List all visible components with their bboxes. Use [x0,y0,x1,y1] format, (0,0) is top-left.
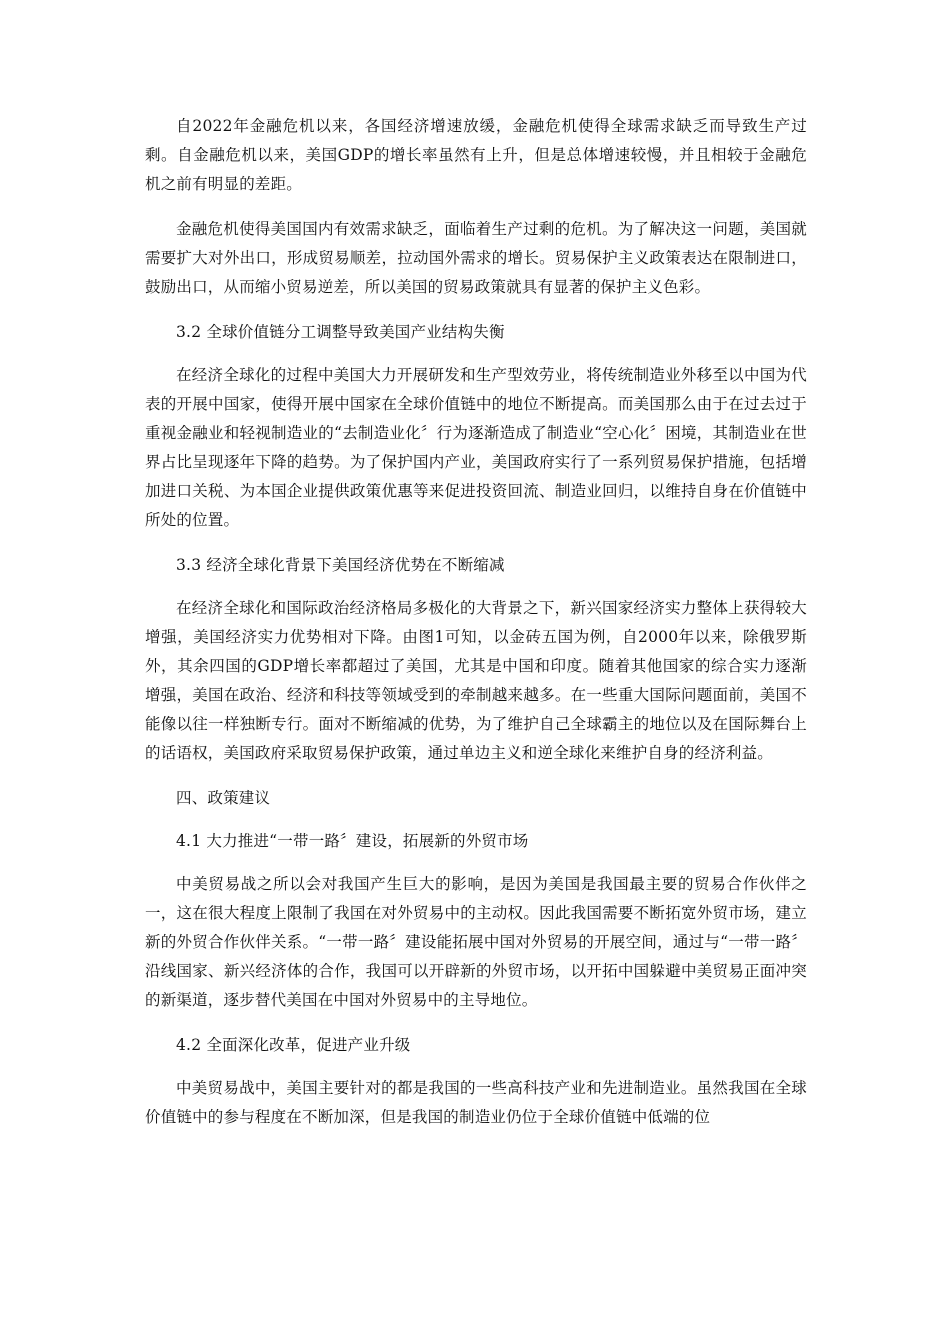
section-heading-4: 四、政策建议 [176,789,271,807]
paragraph-industrial-upgrade: 中美贸易战中，美国主要针对的都是我国的一些高科技产业和先进制造业。虽然我国在全球价值链中的参与程度在不断加深，但是我国的制造业仍位于全球价值链中低端的位 [145,1079,807,1126]
paragraph-financial-crisis-growth: 自2022年金融危机以来，各国经济增速放缓，金融危机使得全球需求缺乏而导致生产过剩。自金融危机以来，美国GDP的增长率虽然有上升，但是总体增速较慢，并且相较于金融危机之前有明显的差距。 [145,117,807,193]
document-body [145,112,807,1148]
paragraph-belt-and-road: 中美贸易战之所以会对我国产生巨大的影响，是因为美国是我国最主要的贸易合作伙伴之一，这在很大程度上限制了我国在对外贸易中的主动权。因此我国需要不断拓宽外贸市场，建立新的外贸合作伙伴关系。“一带一路〞建设能拓展中国对外贸易的开展空间，通过与“一带一路〞沿线国家、新兴经济体的合作，我国可以开辟新的外贸市场，以开拓中国躲避中美贸易正面冲突的新渠道，逐步替代美国在中国对外贸易中的主导地位。 [145,875,807,1009]
paragraph-overproduction-export: 金融危机使得美国国内有效需求缺乏，面临着生产过剩的危机。为了解决这一问题，美国就需要扩大对外出口，形成贸易顺差，拉动国外需求的增长。贸易保护主义政策表达在限制进口，鼓励出口，从而缩小贸易逆差，所以美国的贸易政策就具有显著的保护主义色彩。 [145,220,807,296]
paragraph-economic-advantage: 在经济全球化和国际政治经济格局多极化的大背景之下，新兴国家经济实力整体上获得较大增强，美国经济实力优势相对下降。由图1可知，以金砖五国为例，自2000年以来，除俄罗斯外，其余四国的GDP增长率都超过了美国，尤其是中国和印度。随着其他国家的综合实力逐渐增强，美国在政治、经济和科技等领域受到的牵制越来越多。在一些重大国际问题面前，美国不能像以往一样独断专行。面对不断缩减的优势，为了维护自己全球霸主的地位以及在国际舞台上的话语权，美国政府采取贸易保护政策，通过单边主义和逆全球化来维护自身的经济利益。 [145,599,807,762]
section-heading-4-2: 4.2 全面深化改革，促进产业升级 [176,1036,411,1054]
section-heading-3-2: 3.2 全球价值链分工调整导致美国产业结构失衡 [176,323,505,341]
paragraph-value-chain: 在经济全球化的过程中美国大力开展研发和生产型效劳业，将传统制造业外移至以中国为代表的开展中国家，使得开展中国家在全球价值链中的地位不断提高。而美国那么由于在过去过于重视金融业和轻视制造业的“去制造业化〞行为逐渐造成了制造业“空心化〞困境，其制造业在世界占比呈现逐年下降的趋势。为了保护国内产业，美国政府实行了一系列贸易保护措施，包括增加进口关税、为本国企业提供政策优惠等来促进投资回流、制造业回归，以维持自身在价值链中所处的位置。 [145,366,807,529]
section-heading-4-1: 4.1 大力推进“一带一路〞建设，拓展新的外贸市场 [176,832,529,850]
section-heading-3-3: 3.3 经济全球化背景下美国经济优势在不断缩减 [176,556,505,574]
